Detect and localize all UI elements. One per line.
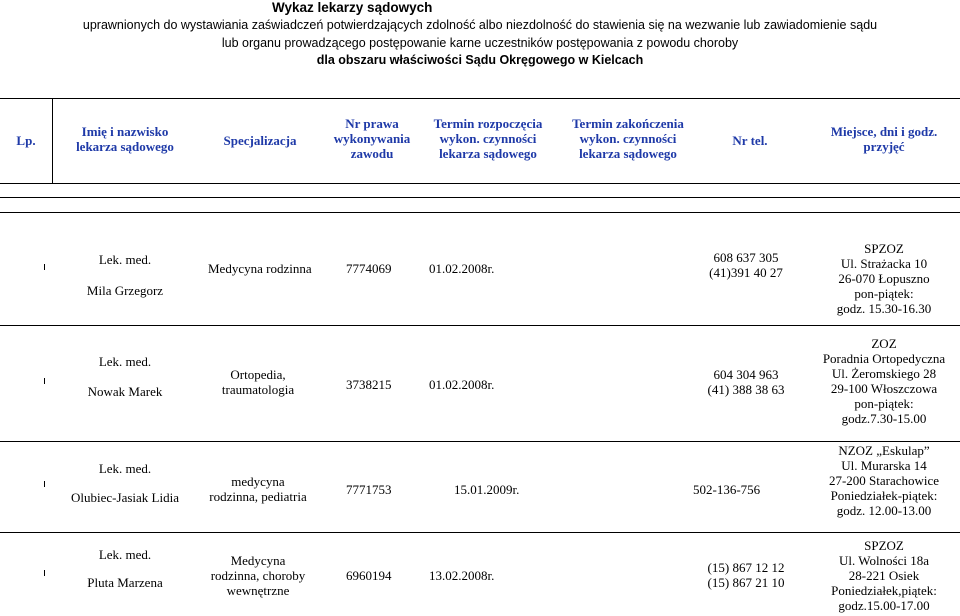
phone-line: 604 304 963: [713, 367, 779, 382]
phone-numbers: [686, 560, 806, 590]
location-line: godz. 15.30-16.30: [836, 301, 932, 316]
header-line-2: lub organu prowadzącego postępowanie karne uczestników postępowania z powodu choroby: [221, 36, 739, 50]
column-header-license-line: wykonywania: [333, 131, 411, 146]
phone-numbers: [686, 250, 806, 280]
row-marker: [44, 264, 45, 270]
doctor-title: Lek. med.: [98, 547, 152, 562]
specialization-line: Ortopedia,: [230, 367, 286, 382]
phone-numbers: [686, 367, 806, 397]
column-header-lp: Lp.: [16, 133, 36, 148]
specialization-line: medycyna: [231, 474, 285, 489]
table-top-border: [0, 98, 960, 99]
location-line: Poniedziałek,piątek:: [831, 583, 937, 598]
column-header-phone: Nr tel.: [732, 133, 768, 148]
doctor-name: Mila Grzegorz: [86, 283, 164, 298]
location-line: SPZOZ: [864, 538, 904, 553]
location-line: Ul. Strażacka 10: [840, 256, 928, 271]
location-line: Ul. Murarska 14: [841, 458, 927, 473]
location-line: ZOZ: [871, 336, 897, 351]
column-divider: [52, 98, 53, 183]
doctor-title: Lek. med.: [98, 252, 152, 267]
location-line: 27-200 Starachowice: [828, 473, 940, 488]
phone-number: 502-136-756: [693, 482, 761, 497]
license-number: 7774069: [346, 261, 392, 276]
specialization-line: Medycyna: [230, 553, 286, 568]
column-header-name: [60, 124, 190, 154]
location-line: Ul. Żeromskiego 28: [831, 366, 937, 381]
doctor-name: Nowak Marek: [87, 384, 163, 399]
specialization: [196, 367, 320, 397]
doctor-title: Lek. med.: [98, 461, 152, 476]
column-header-start-line: wykon. czynności: [439, 131, 537, 146]
specialization-line: traumatologia: [221, 382, 295, 397]
column-header-specialization: Specjalizacja: [223, 133, 297, 148]
location-line: NZOZ „Eskulap”: [838, 443, 930, 458]
column-header-end-line: wykon. czynności: [579, 131, 677, 146]
license-number: 7771753: [346, 482, 392, 497]
license-number: 6960194: [346, 568, 392, 583]
doctor-title: Lek. med.: [98, 354, 152, 369]
location-line: pon-piątek:: [854, 286, 914, 301]
row-marker: [44, 481, 45, 487]
location-line: 28-221 Osiek: [848, 568, 920, 583]
column-header-start-line: Termin rozpoczęcia: [433, 116, 543, 131]
column-header-end-date: [564, 116, 692, 161]
office-location: [808, 336, 960, 426]
column-header-end-line: Termin zakończenia: [572, 116, 684, 131]
location-line: 26-070 Łopuszno: [838, 271, 930, 286]
column-header-place-line: przyjęć: [863, 139, 905, 154]
start-date: 01.02.2008r.: [429, 261, 495, 276]
column-header-start-line: lekarza sądowego: [439, 146, 537, 161]
column-header-name-line: Imię i nazwisko: [81, 124, 169, 139]
column-header-license: [322, 116, 422, 161]
row-border-2: [0, 441, 960, 442]
column-header-license-line: Nr prawa: [345, 116, 399, 131]
column-header-place-line: Miejsce, dni i godz.: [830, 124, 938, 139]
license-number: 3738215: [346, 377, 392, 392]
phone-line: 608 637 305: [713, 250, 779, 265]
location-line: 29-100 Włoszczowa: [830, 381, 938, 396]
start-date: 01.02.2008r.: [429, 377, 495, 392]
row-border-0: [0, 212, 960, 213]
phone-line: (15) 867 12 12: [707, 560, 785, 575]
specialization-line: rodzinna, pediatria: [209, 489, 307, 504]
row-border-3: [0, 532, 960, 533]
header-bottom-border: [0, 183, 960, 184]
doctor-name: Pluta Marzena: [87, 575, 163, 590]
specialization: [196, 474, 320, 504]
row-border-1: [0, 325, 960, 326]
row-marker: [44, 570, 45, 576]
office-location: [808, 538, 960, 613]
start-date: 13.02.2008r.: [429, 568, 495, 583]
specialization-line: rodzinna, choroby: [210, 568, 306, 583]
phone-line: (15) 867 21 10: [707, 575, 785, 590]
office-location: [808, 241, 960, 316]
specialization: [196, 553, 320, 598]
location-line: Poradnia Ortopedyczna: [822, 351, 946, 366]
phone-line: (41)391 40 27: [709, 265, 783, 280]
column-header-license-line: zawodu: [350, 146, 394, 161]
office-location: [808, 443, 960, 518]
column-header-place: [808, 124, 960, 154]
start-date: 15.01.2009r.: [454, 482, 520, 497]
location-line: pon-piątek:: [854, 396, 914, 411]
specialization: Medycyna rodzinna: [208, 261, 312, 276]
location-line: godz.7.30-15.00: [841, 411, 927, 426]
column-header-start-date: [424, 116, 552, 161]
column-header-end-line: lekarza sądowego: [579, 146, 677, 161]
header-line-3: dla obszaru właściwości Sądu Okręgowego w Kielcach: [316, 53, 644, 67]
phone-line: (41) 388 38 63: [707, 382, 785, 397]
doctor-name: Olubiec-Jasiak Lidia: [71, 490, 179, 505]
page-title: Wykaz lekarzy sądowych: [272, 0, 433, 15]
location-line: Ul. Wolności 18a: [838, 553, 930, 568]
column-header-name-line: lekarza sądowego: [76, 139, 174, 154]
specialization-line: wewnętrzne: [226, 583, 290, 598]
location-line: Poniedziałek-piątek:: [830, 488, 938, 503]
location-line: godz. 12.00-13.00: [836, 503, 932, 518]
location-line: SPZOZ: [864, 241, 904, 256]
header-line-1: uprawnionych do wystawiania zaświadczeń potwierdzających zdolność albo niezdolność do stawienia się na wezwanie lub zawiadomienie sądu: [82, 18, 878, 32]
location-line: godz.15.00-17.00: [838, 598, 930, 613]
row-marker: [44, 378, 45, 384]
empty-row-border: [0, 197, 960, 198]
